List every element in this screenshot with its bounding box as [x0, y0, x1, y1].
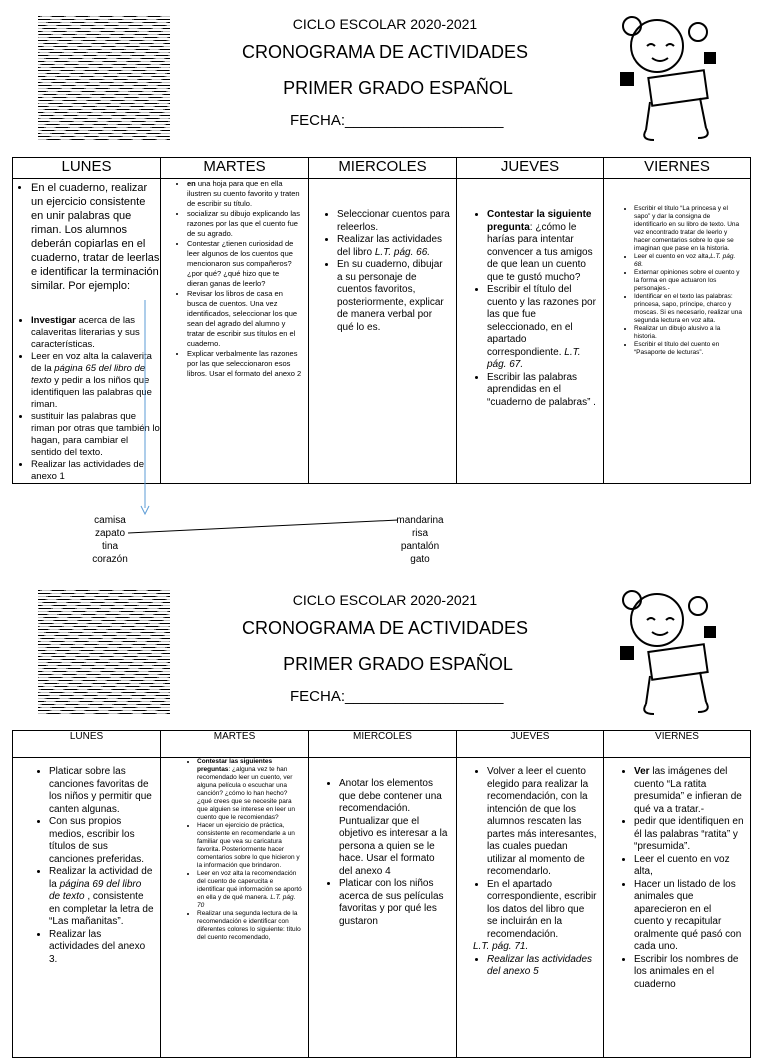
list-item: • Escribir el título “La princesa y el sapo” y dar la consigna de identificarlo en su libro de texto. Una vez encontrado tratar de leerlo y hacer comentarios sobre lo que se imaginan que pase en la historia. — [634, 205, 744, 253]
list-item: • Realizar las actividades del anexo 5 — [487, 954, 597, 979]
school-year: CICLO ESCOLAR 2020-2021 — [292, 592, 478, 608]
list-item: • Con sus propios medios, escribir los títulos de sus canciones preferidas. — [49, 816, 154, 866]
day-header: MIERCOLES — [309, 731, 457, 758]
list-item: • pedir que identifiquen en él las palabras “ratita” y “presumida”. — [634, 816, 744, 854]
list-item: • Realizar las actividades del anexo 3. — [49, 929, 154, 967]
list-item: • Identificar en el texto las palabras: princesa, sapo, príncipe, charco y moscas. Si es necesario, realizar una segunda lectura en voz alta. — [634, 293, 744, 325]
word: mandarina — [396, 515, 444, 526]
list-item: • Leer el cuento en voz alta, — [634, 854, 744, 879]
list-item: • Escribir los nombres de los animales en el cuaderno — [634, 954, 744, 992]
day-header: MARTES — [161, 731, 309, 758]
girl-reading-illustration-2 — [612, 586, 732, 718]
school-logo-image — [38, 588, 170, 714]
date-line: FECHA:___________________ — [290, 688, 504, 705]
list-item: • Explicar verbalmente las razones por las que seleccionaron esos libros. Usar el formato del anexo 2 — [187, 349, 302, 379]
rhyme-words-left — [80, 514, 140, 566]
cell-lunes — [13, 758, 161, 1058]
word: camisa — [94, 515, 126, 526]
list-item: • Escribir el título del cuento y las razones por las que fue seleccionado, en el apartado correspondiente. L.T. pág. 67. — [487, 284, 597, 372]
date-line: FECHA:___________________ — [290, 112, 504, 129]
schedule-table-week-2 — [12, 730, 751, 1058]
day-header: LUNES — [13, 158, 161, 179]
list-item: • Ver las imágenes del cuento “La ratita presumida” e infieran de qué va a tratar.- — [634, 766, 744, 816]
list-item: • En su cuaderno, dibujar a su personaje de cuentos favoritos, posteriormente, explicar de manera verbal por qué lo es. — [337, 259, 450, 334]
page-title: CRONOGRAMA DE ACTIVIDADES — [241, 618, 529, 638]
list-item: • Leer en voz alta la calaverita de la página 65 del libro de texto y pedir a los niños que identifiquen las palabras que riman. — [31, 351, 160, 411]
word: tina — [101, 541, 119, 552]
list-item: • Investigar acerca de las calaveritas literarias y sus características. — [31, 315, 160, 351]
list-item: • Anotar los elementos que debe contener una recomendación. Puntualizar que el objetivo es interesar a la persona a quien se le hace. Usar el formato del anexo 4 — [339, 778, 450, 878]
list-item: • Hacer un ejercicio de práctica, consistente en recomendarle a un familiar que vea su caricatura favorita. Posteriormente hacer comentarios sobre lo que hicieron y la información que brindaron. — [197, 822, 302, 870]
day-header: JUEVES — [457, 731, 604, 758]
cell-miercoles — [309, 758, 457, 1058]
grade-subject: PRIMER GRADO ESPAÑOL — [283, 654, 513, 674]
list-item: • Volver a leer el cuento elegido para realizar la recomendación, con la intención de que los alumnos rescaten las partes más interesantes, las cuales puedan utilizar al momento de recomendarlo. — [487, 766, 597, 879]
word: zapato — [94, 528, 126, 539]
rhyme-words-right — [390, 514, 450, 566]
list-item: • Leer el cuento en voz alta,L.T. pág. 68. — [634, 253, 744, 269]
list-item: • Contestar las siguientes preguntas: ¿alguna vez te han recomendado leer un cuento, ver alguna película o escuchar una canción? ¿cómo lo han hecho? ¿qué crees que se necesite para que alguien se interese en leer un cuento que le recomiendas? — [197, 758, 302, 822]
list-item: • Escribir las palabras aprendidas en el “cuaderno de palabras” . — [487, 372, 597, 410]
list-item: • Realizar la actividad de la página 69 del libro de texto , consistente en completar la letra de “Las mañanitas”. — [49, 866, 154, 929]
cell-jueves — [457, 758, 604, 1058]
word: gato — [410, 554, 430, 565]
list-item: • Platicar con los niños acerca de sus películas favoritas y por qué les gustaron — [339, 878, 450, 928]
page-title: CRONOGRAMA DE ACTIVIDADES — [241, 42, 529, 62]
list-item: • En el cuaderno, realizar un ejercicio consistente en unir palabras que riman. Los alumnos deberán copiarlas en el cuaderno, tratar de leerlas e identificar la terminación similar. Por ejemplo: — [31, 181, 160, 293]
list-item: • En el apartado correspondiente, escribir los datos del libro que se incluirán en la recomendación. — [487, 879, 597, 942]
list-item: • Contestar ¿tienen curiosidad de leer algunos de los cuentos que mencionaron sus compañeros? ¿por qué? ¿qué hizo que te dieran ganas de leerlo? — [187, 239, 302, 289]
word: pantalón — [400, 541, 440, 552]
cell-martes — [161, 758, 309, 1058]
list-item: • Platicar sobre las canciones favoritas de los niños y permitir que canten algunas. — [49, 766, 154, 816]
list-item: • Realizar las actividades del anexo 1 — [31, 459, 160, 483]
list-item: • Escribir el título del cuento en “Pasaporte de lecturas”. — [634, 341, 744, 357]
list-item: • sustituir las palabras que riman por otras que también lo hagan, para cambiar el sentido del texto. — [31, 411, 160, 459]
list-item: • Realizar las actividades del libro L.T. pág. 66. — [337, 234, 450, 259]
school-year: CICLO ESCOLAR 2020-2021 — [292, 16, 478, 32]
list-item: • Hacer un listado de los animales que aparecieron en el cuento y recapitular oralmente qué pasó con cada uno. — [634, 879, 744, 954]
list-item: • Leer en voz alta la recomendación del cuento de caperucita e identificar qué información se aportó en ella y de qué manera. L.T. pág. 70 — [197, 870, 302, 910]
day-header: LUNES — [13, 731, 161, 758]
grade-subject: PRIMER GRADO ESPAÑOL — [283, 78, 513, 98]
list-item: • Contestar la siguiente pregunta: ¿cómo le harías para intentar convencer a tus amigos de que lean un cuento que te gustó mucho? — [487, 209, 597, 284]
list-item: • Revisar los libros de casa en busca de cuentos. Una vez identificados, seleccionar los que sean del agrado del alumno y tratar de escribir sus títulos en el cuaderno. — [187, 289, 302, 349]
day-header: MIERCOLES — [309, 158, 457, 179]
day-header: MARTES — [161, 158, 309, 179]
day-header: VIERNES — [604, 158, 751, 179]
list-item: • Externar opiniones sobre el cuento y la forma en que actuaron los personajes.- — [634, 269, 744, 293]
list-item: • Realizar un dibujo alusivo a la historia. — [634, 325, 744, 341]
word: corazón — [92, 554, 128, 565]
word: risa — [411, 528, 429, 539]
book-reference: L.T. pág. 71. — [473, 941, 529, 952]
day-header: JUEVES — [457, 158, 604, 179]
list-item: • Seleccionar cuentos para releerlos. — [337, 209, 450, 234]
cell-viernes — [604, 758, 751, 1058]
list-item: • socializar su dibujo explicando las razones por las que el cuento fue de su agrado. — [187, 209, 302, 239]
list-item: • en una hoja para que en ella ilustren su cuento favorito y traten de escribir su título. — [187, 179, 302, 209]
list-item: • Realizar una segunda lectura de la recomendación e identificar con diferentes colores lo siguiente: título del cuento recomendado, — [197, 910, 302, 942]
day-header: VIERNES — [604, 731, 751, 758]
